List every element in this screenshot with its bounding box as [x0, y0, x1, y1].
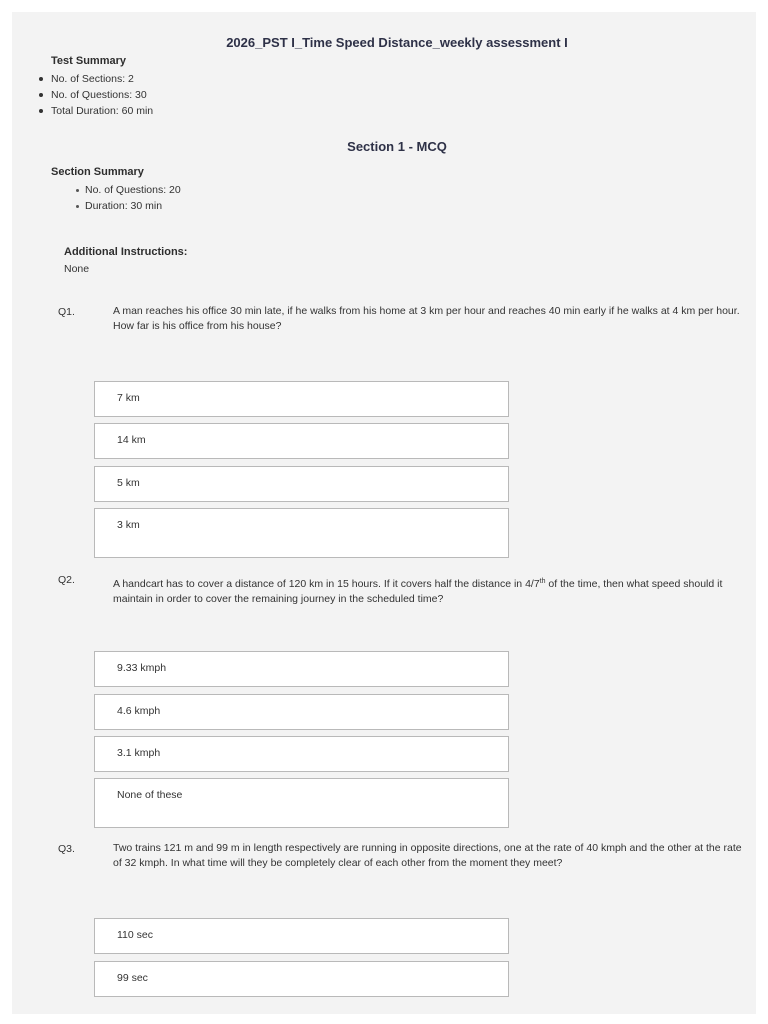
answer-option[interactable]: 5 km	[94, 466, 509, 502]
section-summary-list	[85, 182, 181, 214]
additional-instructions-label: Additional Instructions:	[64, 246, 188, 258]
test-summary-item: No. of Sections: 2	[51, 71, 153, 87]
question-text-part: of the time, then what speed should it maintain in order to cover the remaining journey in the scheduled time?	[113, 578, 723, 605]
section-summary-item: No. of Questions: 20	[85, 184, 181, 196]
answer-option[interactable]: 4.6 kmph	[94, 694, 509, 730]
answer-option[interactable]: 14 km	[94, 423, 509, 459]
question-text	[113, 574, 743, 607]
answer-option[interactable]: 3.1 kmph	[94, 736, 509, 772]
section-summary-heading: Section Summary	[51, 166, 144, 178]
assessment-sheet	[12, 12, 756, 1014]
section-title: Section 1 - MCQ	[347, 139, 447, 154]
page-title: 2026_PST I_Time Speed Distance_weekly assessment I	[226, 35, 568, 50]
question-number: Q3.	[58, 843, 75, 855]
question-text: A man reaches his office 30 min late, if he walks from his home at 3 km per hour and reaches 40 min early if he walks at 4 km per hour. How far is his office from his house?	[113, 305, 740, 332]
answer-option[interactable]: 110 sec	[94, 918, 509, 954]
answer-option[interactable]: 99 sec	[94, 961, 509, 997]
test-summary-item: Total Duration: 60 min	[51, 105, 154, 117]
test-summary-heading: Test Summary	[51, 55, 126, 67]
additional-instructions-value: None	[64, 263, 90, 275]
question-number: Q2.	[58, 574, 75, 586]
question-text: Two trains 121 m and 99 m in length respectively are running in opposite directions, one at the rate of 40 kmph and the other at the rate of 32 kmph. In what time will they be completely clear of each other from the moment they meet?	[113, 842, 742, 869]
answer-option[interactable]: 3 km	[94, 508, 509, 558]
section-summary-item: Duration: 30 min	[85, 198, 181, 214]
answer-option[interactable]: 7 km	[94, 381, 509, 417]
test-summary-list	[51, 71, 153, 119]
test-summary-item: No. of Questions: 30	[51, 87, 153, 103]
question-number: Q1.	[58, 306, 75, 318]
superscript: th	[539, 578, 546, 585]
answer-option[interactable]: None of these	[94, 778, 509, 828]
answer-option[interactable]: 9.33 kmph	[94, 651, 509, 687]
question-text-part: A handcart has to cover a distance of 120 km in 15 hours. If it covers half the distance in 4/7	[113, 578, 540, 590]
